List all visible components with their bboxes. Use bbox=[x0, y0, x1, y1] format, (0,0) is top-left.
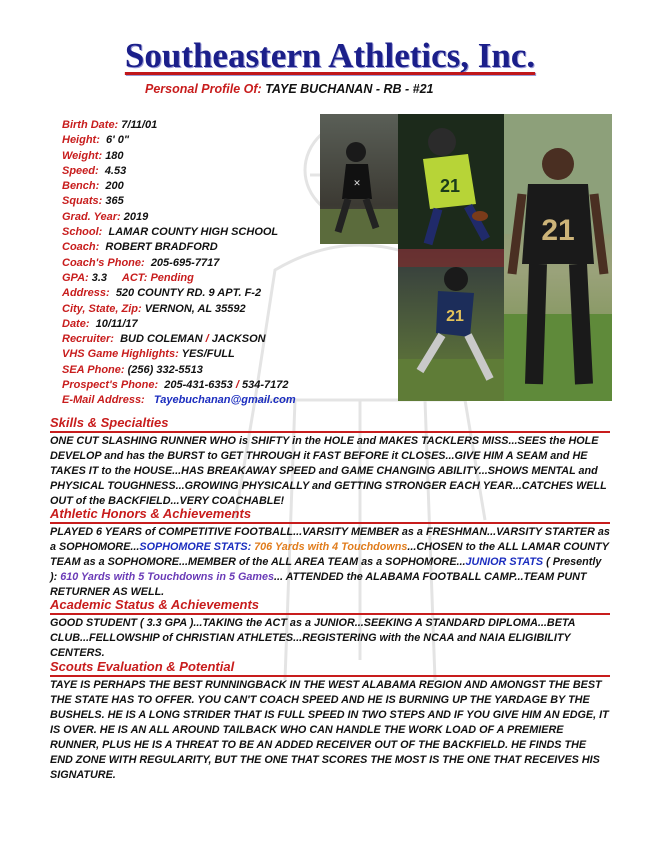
player-name: TAYE BUCHANAN - RB - #21 bbox=[265, 82, 434, 96]
subtitle-label: Personal Profile Of: bbox=[145, 82, 262, 96]
player-photo-catching bbox=[398, 114, 504, 249]
company-title: Southeastern Athletics, Inc. bbox=[124, 36, 536, 75]
sophomore-stats: 706 Yards with 4 Touchdowns bbox=[254, 541, 408, 553]
junior-stats-label: JUNIOR STATS bbox=[465, 556, 544, 568]
scouts-text: TAYE IS PERHAPS THE BEST RUNNINGBACK IN THE WEST ALABAMA REGION AND AMONGST THE BEST THE STATE HAS TO OFFER. YOU CAN'T COACH SPEED AND HE IS BURNING UP THE YARDAGE BY THE BUSHELS. HE IS A LONG STRIDER THAT IS FULL SPEED IN TWO STEPS AND IF YOU GIVE HIM AN EDGE, IT IS OVER. HE IS AN ALL AROUND TAILBACK WHO CAN HANDLE THE WORK LOAD OF A PREMIERE RUNNER, PLUS HE IS A THREAT TO BE AN ADDED RECEIVER OUT OF THE BACKFIELD. HE FINDS THE END ZONE WITH REGULARITY, BUT THE ONE THAT SCORES THE MOST IS THE ONE THAT RECEIVES HIS SIGNATURE. bbox=[50, 679, 609, 781]
player-photo-rushing bbox=[398, 249, 504, 401]
profile-row-city-state-zip: City, State, Zip: VERNON, AL 35592 bbox=[62, 302, 246, 315]
profile-row-sea-phone: SEA Phone: (256) 332-5513 bbox=[62, 363, 203, 376]
profile-row-speed: Speed: 4.53 bbox=[62, 164, 127, 177]
profile-row-birth-date: Birth Date: 7/11/01 bbox=[62, 119, 158, 131]
profile-row-address: Address: 520 COUNTY RD. 9 APT. F-2 bbox=[62, 287, 262, 300]
profile-row-gpa-act: GPA: 3.3 ACT: Pending bbox=[62, 271, 194, 284]
scouts-heading: Scouts Evaluation & Potential bbox=[50, 660, 610, 677]
scouts-section bbox=[50, 660, 610, 783]
jersey-number-navy: 21 bbox=[446, 308, 464, 325]
jersey-number-yellow: 21 bbox=[439, 176, 461, 196]
profile-details bbox=[62, 118, 296, 409]
skills-section bbox=[50, 416, 610, 509]
profile-row-height: Height: 6' 0" bbox=[62, 134, 130, 147]
profile-row-email: E-Mail Address: Tayebuchanan@gmail.com bbox=[62, 394, 296, 407]
email-link[interactable]: Tayebuchanan@gmail.com bbox=[153, 394, 296, 407]
profile-subtitle bbox=[145, 82, 434, 96]
jersey-number-black: 21 bbox=[541, 214, 575, 247]
profile-row-school: School: LAMAR COUNTY HIGH SCHOOL bbox=[62, 226, 279, 239]
profile-row-bench: Bench: 200 bbox=[62, 180, 124, 193]
athletic-text: PLAYED 6 YEARS of COMPETITIVE FOOTBALL...VARSITY MEMBER as a FRESHMAN...VARSITY STARTER as a SOPHOMORE...SOPHOMORE STATS: 706 Yards with 4 Touchdowns...CHOSEN to the ALL LAMAR COUNTY TEAM as a SOPHOMORE...MEMBER of the ALL AREA TEAM as a SOPHOMORE...JUNIOR STATS ( Presently ): 610 Yards with 5 Touchdowns in 5 Games... ATTENDED the ALABAMA FOOTBALL CAMP...TEAM PUNT RETURNER AS WELL. bbox=[50, 526, 610, 598]
player-photo-running-dark bbox=[320, 114, 398, 244]
profile-row-squats: Squats: 365 bbox=[62, 195, 124, 208]
profile-row-prospect-phone: Prospect's Phone: 205-431-6353 / 534-7172 bbox=[62, 379, 289, 392]
sophomore-stats-label: SOPHOMORE STATS: bbox=[139, 541, 252, 553]
athletic-section bbox=[50, 507, 610, 600]
academic-heading: Academic Status & Achievements bbox=[50, 598, 610, 615]
academic-text: GOOD STUDENT ( 3.3 GPA )...TAKING the ACT as a JUNIOR...SEEKING A STANDARD DIPLOMA...BETA CLUB...FELLOWSHIP of CHRISTIAN ATHLETES...REGISTERING with the NCAA and NAIA ELIGIBILITY CENTERS. bbox=[50, 617, 576, 659]
academic-section bbox=[50, 598, 610, 661]
profile-row-recruiter: Recruiter: BUD COLEMAN / JACKSON bbox=[62, 333, 266, 346]
skills-text: ONE CUT SLASHING RUNNER WHO is SHIFTY in the HOLE and MAKES TACKLERS MISS...SEES the HOLE DEVELOP and has the BURST to GET THROUGH it FAST BEFORE it CLOSES...GIVE HIM A SEAM and HE TAKES IT to the HOUSE...HAS BREAKAWAY SPEED and GAME CHANGING ABILITY...SHOWS MENTAL and PHYSICAL TOUGHNESS...GROWING PHYSICALLY and GETTING STRONGER EACH YEAR...CATCHES WELL OUT of the BACKFIELD...VERY COACHABLE! bbox=[50, 435, 607, 507]
profile-row-vhs-highlights: VHS Game Highlights: YES/FULL bbox=[62, 348, 235, 361]
player-photo-portrait bbox=[504, 114, 612, 401]
profile-row-grad-year: Grad. Year: 2019 bbox=[62, 210, 149, 223]
profile-row-coach: Coach: ROBERT BRADFORD bbox=[62, 241, 218, 254]
svg-text:✕: ✕ bbox=[353, 178, 361, 188]
profile-row-weight: Weight: 180 bbox=[62, 149, 124, 162]
profile-row-date: Date: 10/11/17 bbox=[62, 317, 138, 330]
junior-stats: 610 Yards with 5 Touchdowns in 5 Games bbox=[60, 571, 275, 583]
athletic-heading: Athletic Honors & Achievements bbox=[50, 507, 610, 524]
profile-row-coach-phone: Coach's Phone: 205-695-7717 bbox=[62, 256, 220, 269]
skills-heading: Skills & Specialties bbox=[50, 416, 610, 433]
